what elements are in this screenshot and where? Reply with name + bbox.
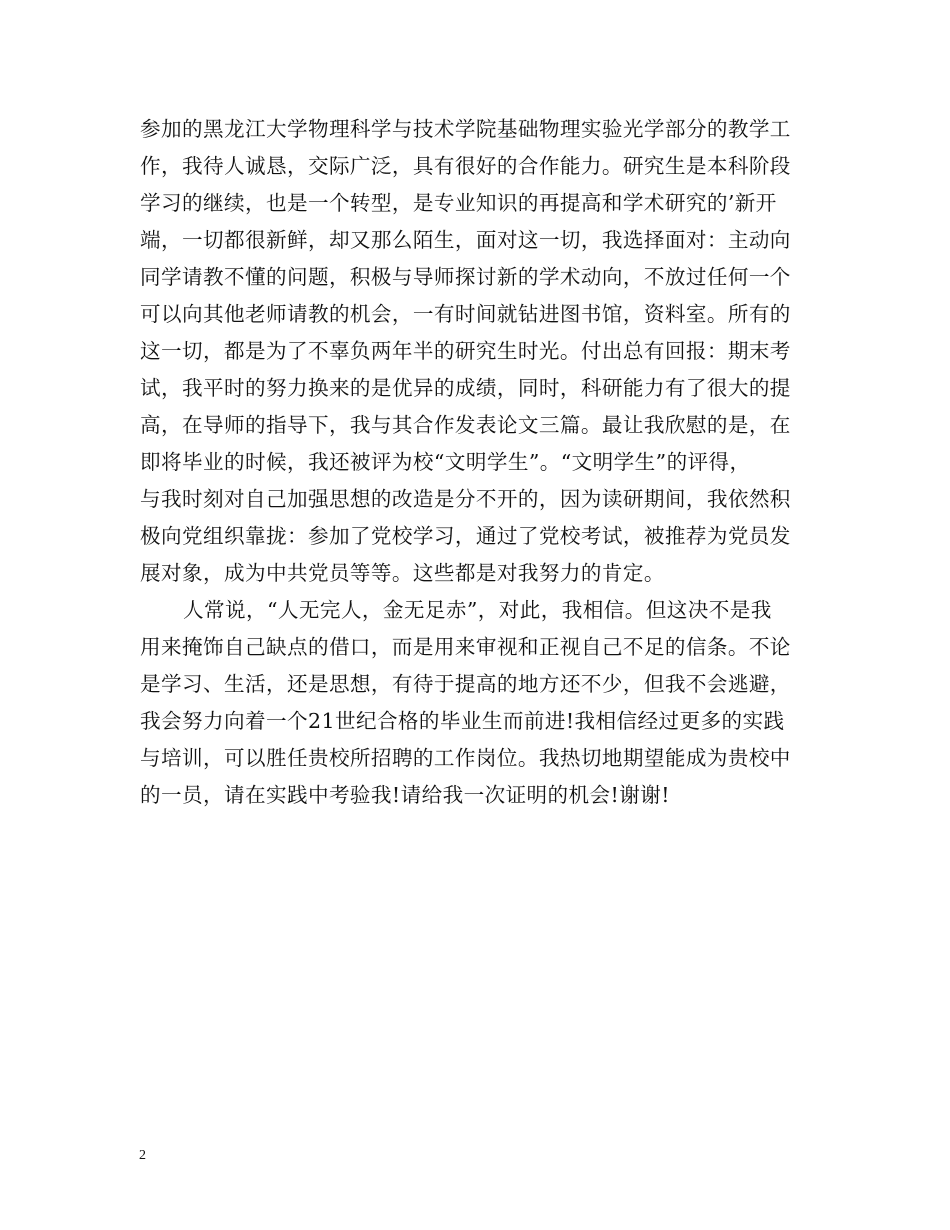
text-line: 参加的黑龙江大学物理科学与技术学院基础物理实验光学部分的教学工 [140,117,791,141]
text-line: 是学习、生活，还是思想，有待于提高的地方还不少，但我不会逃避， [140,672,791,696]
text-line: 这一切，都是为了不辜负两年半的研究生时光。付出总有回报：期末考 [140,339,791,363]
text-line: 同学请教不懂的问题，积极与导师探讨新的学术动向，不放过任何一个 [140,265,791,289]
text-line: 试，我平时的努力换来的是优异的成绩，同时，科研能力有了很大的提 [140,376,791,400]
text-line: 即将毕业的时候，我还被评为校“文明学生”。“文明学生”的评得， [140,450,751,474]
text-line: 人常说，“人无完人，金无足赤”，对此，我相信。但这决不是我 [183,598,772,622]
text-line: 作，我待人诚恳，交际广泛，具有很好的合作能力。研究生是本科阶段 [140,154,791,178]
text-line: 与培训，可以胜任贵校所招聘的工作岗位。我热切地期望能成为贵校中 [140,746,791,770]
body-text [140,111,812,814]
text-line: 的一员，请在实践中考验我!请给我一次证明的机会!谢谢! [140,783,670,807]
paragraph-1 [140,111,812,592]
text-line: 用来掩饰自己缺点的借口，而是用来审视和正视自己不足的信条。不论 [140,635,791,659]
page-number: 2 [139,1148,146,1163]
text-line: 与我时刻对自己加强思想的改造是分不开的，因为读研期间，我依然积 [140,487,791,511]
text-line: 我会努力向着一个21世纪合格的毕业生而前进!我相信经过更多的实践 [140,709,785,733]
text-line: 学习的继续，也是一个转型，是专业知识的再提高和学术研究的’新开 [140,191,777,215]
text-line: 高，在导师的指导下，我与其合作发表论文三篇。最让我欣慰的是，在 [140,413,791,437]
text-line: 可以向其他老师请教的机会，一有时间就钻进图书馆，资料室。所有的 [140,302,791,326]
text-line: 展对象，成为中共党员等等。这些都是对我努力的肯定。 [140,561,665,585]
text-line: 极向党组织靠拢：参加了党校学习，通过了党校考试，被推荐为党员发 [140,524,791,548]
text-line: 端，一切都很新鲜，却又那么陌生，面对这一切，我选择面对：主动向 [140,228,791,252]
paragraph-2 [140,592,812,814]
